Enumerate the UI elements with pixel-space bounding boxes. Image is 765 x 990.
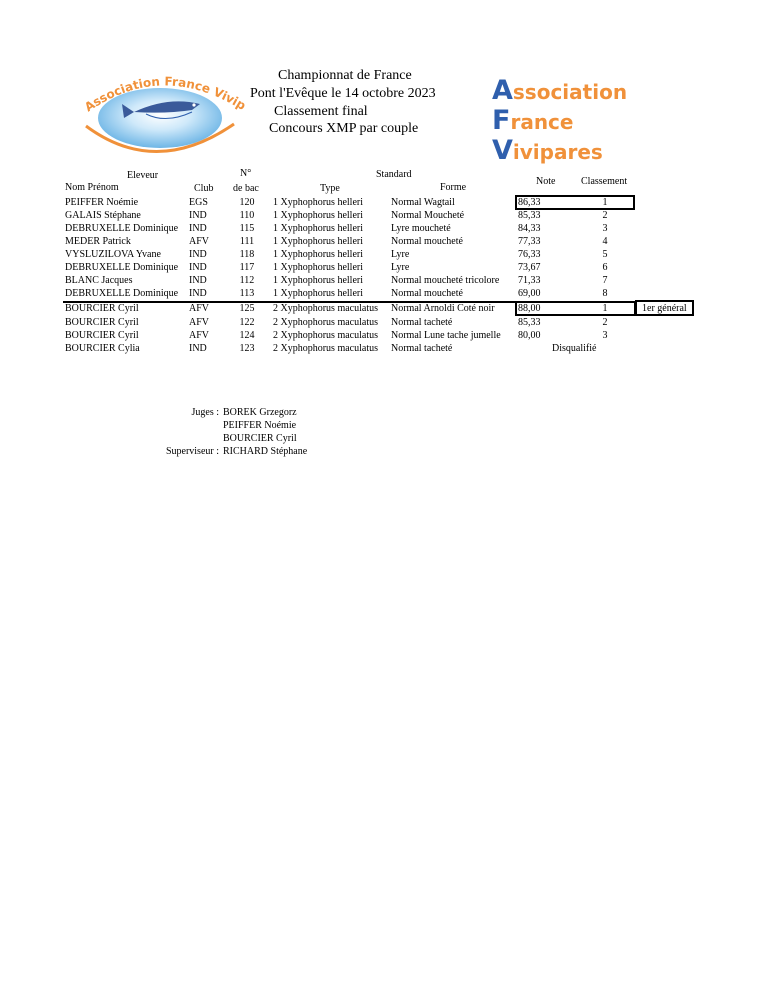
table-row: BLANC Jacques IND 112 1 Xyphophorus helleri Normal moucheté tricolore 71,33 7 <box>65 275 608 286</box>
brand-row-vivipares: Vivipares <box>492 135 603 166</box>
juge-1: BOREK Grzegorz <box>223 407 297 418</box>
header-standard: Standard <box>376 169 412 180</box>
association-logo <box>76 68 246 154</box>
logo-arc-text: Association France Vivi <box>81 74 241 115</box>
header-eleveur: Eleveur <box>127 170 159 181</box>
table-row: DEBRUXELLE Dominique IND 115 1 Xyphophorus helleri Lyre moucheté 84,33 3 <box>65 223 608 234</box>
brand-row-france: France <box>492 105 574 136</box>
header-club: Club <box>194 183 214 194</box>
superviseur-name: RICHARD Stéphane <box>223 446 308 457</box>
header-numero: N° <box>240 168 252 179</box>
title-line-2: Pont l'Evêque le 14 octobre 2023 <box>250 86 436 101</box>
brand-wordmark <box>492 76 652 166</box>
brand-row-association: Association <box>492 75 628 106</box>
table-row: VYSLUZILOVA Yvane IND 118 1 Xyphophorus helleri Lyre 76,33 5 <box>65 249 608 260</box>
title-line-1: Championnat de France <box>278 68 412 83</box>
table-row: DEBRUXELLE Dominique IND 117 1 Xyphophorus helleri Lyre 73,67 6 <box>65 262 608 273</box>
overall-winner-label: 1er général <box>642 303 687 314</box>
disqualified-label: Disqualifié <box>552 343 597 354</box>
juge-3: BOURCIER Cyril <box>223 433 297 444</box>
juge-2: PEIFFER Noémie <box>223 420 297 431</box>
superviseur-label: Superviseur : <box>165 446 219 457</box>
title-line-3: Classement final <box>274 104 368 119</box>
title-line-4: Concours XMP par couple <box>269 121 419 136</box>
table-row: PEIFFER Noémie EGS 120 1 Xyphophorus helleri Normal Wagtail 86,33 1 <box>65 197 608 208</box>
table-row: MEDER Patrick AFV 111 1 Xyphophorus helleri Normal moucheté 77,33 4 <box>65 236 608 247</box>
table-row: BOURCIER Cyril AFV 122 2 Xyphophorus maculatus Normal tacheté 85,33 2 <box>65 317 608 328</box>
header-nom-prenom: Nom Prénom <box>65 182 119 193</box>
fish-logo-icon <box>76 68 246 154</box>
header-forme: Forme <box>440 182 467 193</box>
table-row: DEBRUXELLE Dominique IND 113 1 Xyphophorus helleri Normal moucheté 69,00 8 <box>65 288 608 299</box>
juges-label: Juges : <box>191 407 219 418</box>
table-row: GALAIS Stéphane IND 110 1 Xyphophorus helleri Normal Moucheté 85,33 2 <box>65 210 608 221</box>
header-de-bac: de bac <box>233 183 259 194</box>
header-note: Note <box>536 176 556 187</box>
table-row: BOURCIER Cylia IND 123 2 Xyphophorus maculatus Normal tacheté Disqualifié <box>65 343 597 354</box>
header-type: Type <box>320 183 340 194</box>
table-row: BOURCIER Cyril AFV 125 2 Xyphophorus maculatus Normal Arnoldi Coté noir 88,00 1 1er général <box>65 303 687 314</box>
table-row: BOURCIER Cyril AFV 124 2 Xyphophorus maculatus Normal Lune tache jumelle 80,00 3 <box>65 330 608 341</box>
header-classement: Classement <box>581 176 628 187</box>
